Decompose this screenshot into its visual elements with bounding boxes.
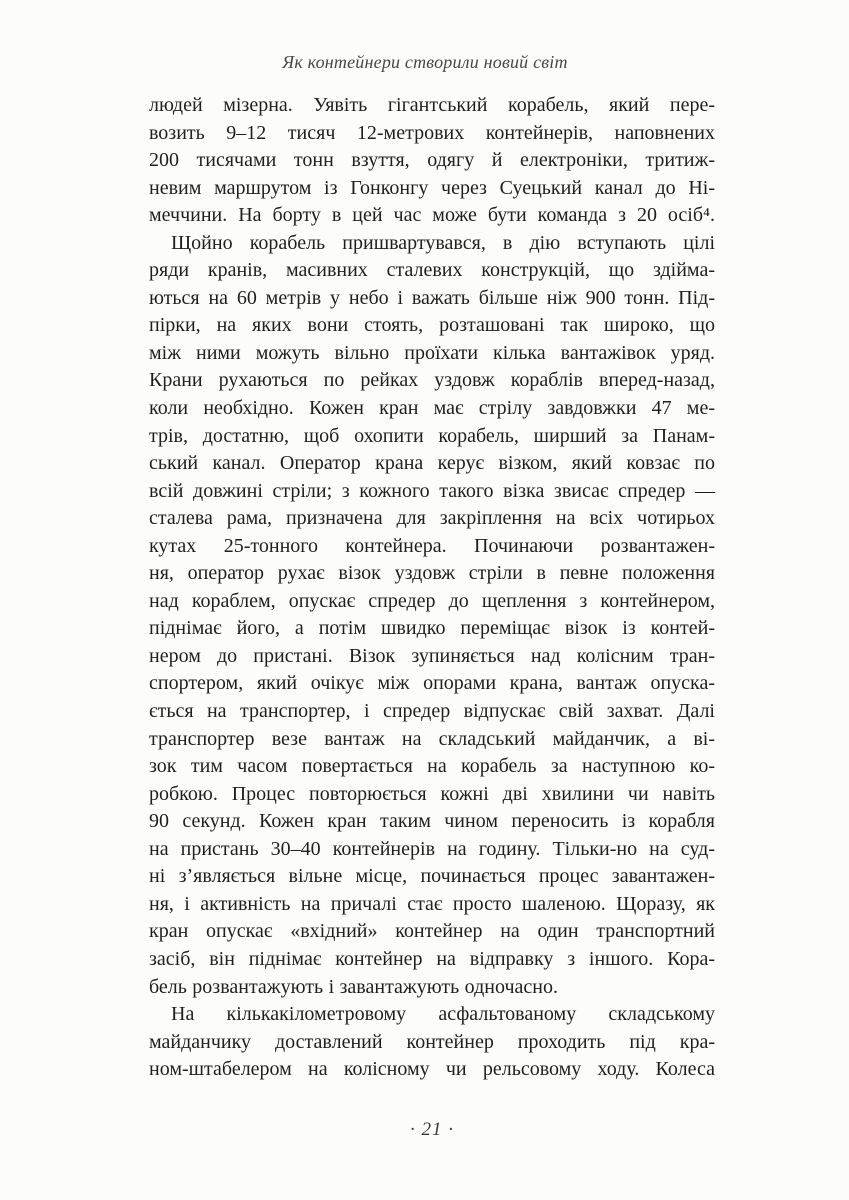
text-line: кран опускає «вхідний» контейнер на один транспортний bbox=[149, 920, 715, 943]
text-line: ном-штабелером на колісному чи рельсовому ходу. Колеса bbox=[149, 1058, 715, 1081]
text-line: ня, оператор рухає візок уздовж стріли в певне положення bbox=[149, 562, 715, 585]
running-header: Як контейнери створили новий світ bbox=[282, 52, 568, 72]
text-line: 200 тисячами тонн взуття, одягу й електроніки, тритиж- bbox=[149, 149, 715, 172]
text-line: невим маршрутом із Гонконгу через Суецький канал до Ні- bbox=[149, 176, 715, 199]
text-line: Щойно корабель пришвартувався, в дію вступають цілі bbox=[171, 231, 715, 254]
text-line: над кораблем, опускає спредер до щеплення з контейнером, bbox=[149, 589, 715, 612]
text-line: ється на транспортер, і спредер відпускає свій захват. Далі bbox=[149, 700, 715, 723]
text-line: трів, достатню, щоб охопити корабель, ширший за Панам- bbox=[149, 424, 715, 447]
text-line: меччини. На борту в цей час може бути команда з 20 осіб⁴. bbox=[149, 204, 715, 227]
text-line: ні з’являється вільне місце, починається процес завантажен- bbox=[149, 865, 715, 888]
text-line: сталева рама, призначена для закріплення на всіх чотирьох bbox=[149, 507, 715, 530]
text-line: між ними можуть вільно проїхати кілька вантажівок уряд. bbox=[149, 341, 715, 364]
text-line: засіб, він піднімає контейнер на відправку з іншого. Кора- bbox=[149, 947, 715, 970]
text-line: транспортер везе вантаж на складський майданчик, а ві- bbox=[149, 727, 715, 750]
text-line: спортером, який очікує між опорами крана, вантаж опуска- bbox=[149, 672, 715, 695]
text-line: ються на 60 метрів у небо і важать більше ніж 900 тонн. Під- bbox=[149, 286, 715, 309]
text-line: ряди кранів, масивних сталевих конструкцій, що здійма- bbox=[149, 259, 715, 282]
text-line: ня, і активність на причалі стає просто шаленою. Щоразу, як bbox=[149, 892, 715, 915]
text-line: 90 секунд. Кожен кран таким чином переносить із корабля bbox=[149, 810, 715, 833]
text-line: піднімає його, а потім швидко переміщає візок із контей- bbox=[149, 617, 715, 640]
text-line: На кількакілометровому асфальтованому складському bbox=[171, 1003, 715, 1026]
text-line: коли необхідно. Кожен кран має стрілу завдовжки 47 ме- bbox=[149, 397, 715, 420]
text-line: пірки, на яких вони стоять, розташовані так широко, що bbox=[149, 314, 715, 337]
body-text bbox=[149, 92, 715, 1084]
text-line: на пристань 30–40 контейнерів на годину. Тільки-но на суд- bbox=[149, 837, 715, 860]
text-line: людей мізерна. Уявіть гігантський корабель, який пере- bbox=[149, 94, 715, 116]
text-line: Крани рухаються по рейках уздовж кораблів вперед-назад, bbox=[149, 369, 715, 392]
text-line: робкою. Процес повторюється кожні дві хвилини чи навіть bbox=[149, 782, 715, 805]
text-line: ський канал. Оператор крана керує візком, який ковзає по bbox=[149, 452, 715, 475]
text-line: майданчику доставлений контейнер проходить під кра- bbox=[149, 1030, 715, 1053]
text-line: зок тим часом повертається на корабель за наступною ко- bbox=[149, 755, 715, 778]
text-line: возить 9–12 тисяч 12-метрових контейнерів, наповнених bbox=[149, 121, 715, 144]
text-line: кутах 25-тонного контейнера. Починаючи розвантажен- bbox=[149, 534, 715, 557]
text-line: всій довжині стріли; з кожного такого візка звисає спредер — bbox=[149, 479, 715, 502]
text-line: нером до пристані. Візок зупиняється над колісним тран- bbox=[149, 644, 715, 667]
text-line: бель розвантажують і завантажують одночасно. bbox=[149, 975, 558, 998]
page-number: · 21 · bbox=[410, 1119, 454, 1140]
